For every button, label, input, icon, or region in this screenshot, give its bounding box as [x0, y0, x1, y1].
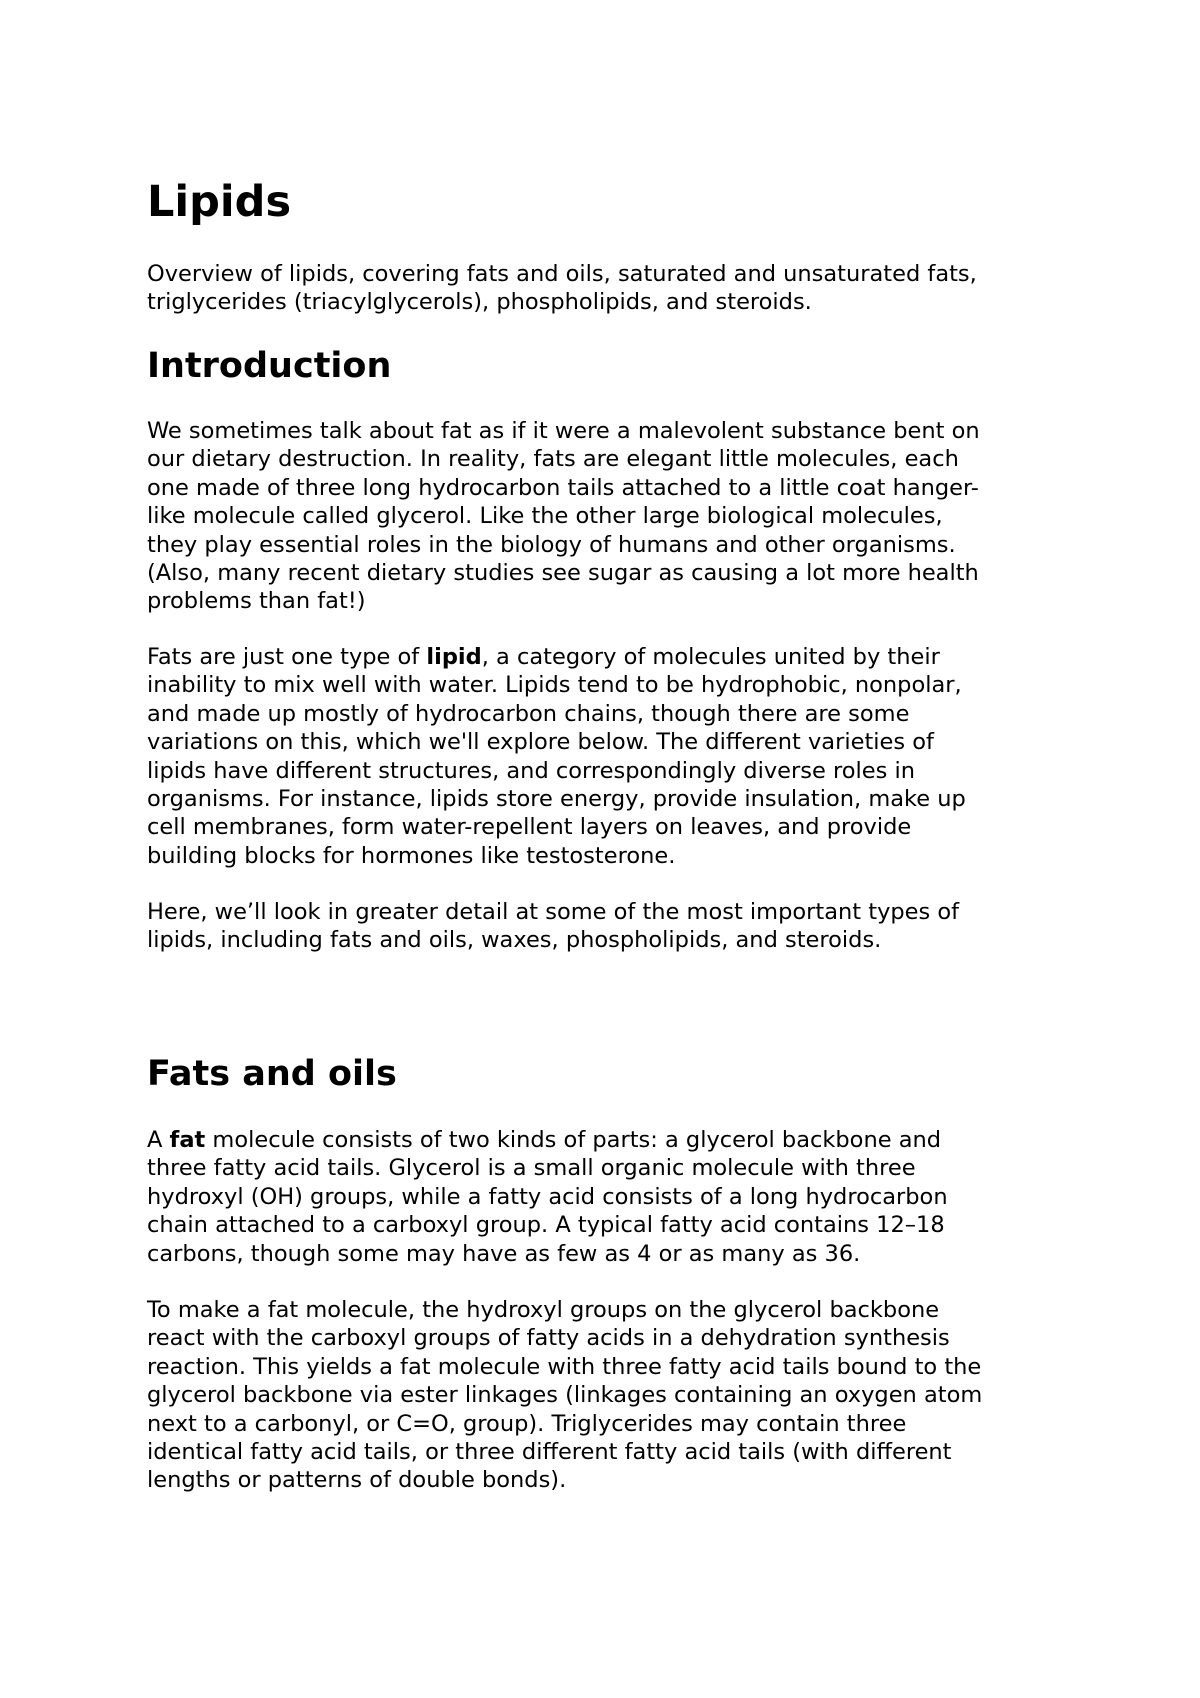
text-run: molecule consists of two kinds of parts: a glycerol backbone and — [205, 1127, 942, 1153]
text-line: they play essential roles in the biology of humans and other organisms. — [147, 531, 956, 558]
text-run: Fats are just one type of — [147, 644, 427, 670]
text-line: lipids have different structures, and correspondingly diverse roles in — [147, 757, 915, 784]
text-line: problems than fat!) — [147, 588, 366, 615]
text-line: lengths or patterns of double bonds). — [147, 1467, 567, 1494]
text-line: chain attached to a carboxyl group. A typical fatty acid contains 12–18 — [147, 1212, 945, 1239]
text-line: three fatty acid tails. Glycerol is a small organic molecule with three — [147, 1155, 916, 1182]
term-fat: fat — [169, 1127, 206, 1153]
fats-paragraph-2 — [147, 1296, 982, 1495]
text-line: organisms. For instance, lipids store energy, provide insulation, make up — [147, 785, 966, 812]
text-line: one made of three long hydrocarbon tails attached to a little coat hanger- — [147, 474, 979, 501]
text-line: reaction. This yields a fat molecule with three fatty acid tails bound to the — [147, 1353, 982, 1380]
text-line: Here, we’ll look in greater detail at some of the most important types of — [147, 899, 960, 925]
text-line: lipids, including fats and oils, waxes, phospholipids, and steroids. — [147, 927, 882, 954]
text-line: triglycerides (triacylglycerols), phospholipids, and steroids. — [147, 289, 812, 316]
text-line: like molecule called glycerol. Like the other large biological molecules, — [147, 503, 943, 530]
fats-paragraph-1 — [147, 1126, 948, 1268]
text-line: identical fatty acid tails, or three different fatty acid tails (with different — [147, 1438, 952, 1465]
text-line: glycerol backbone via ester linkages (linkages containing an oxygen atom — [147, 1382, 983, 1409]
text-line: carbons, though some may have as few as 4 or as many as 36. — [147, 1240, 861, 1267]
document-title: Lipids — [147, 177, 292, 227]
text-line: building blocks for hormones like testosterone. — [147, 842, 676, 869]
text-line — [147, 643, 966, 671]
text-line — [147, 1126, 948, 1154]
text-line: inability to mix well with water. Lipids tend to be hydrophobic, nonpolar, — [147, 672, 962, 699]
text-line: react with the carboxyl groups of fatty acids in a dehydration synthesis — [147, 1325, 950, 1352]
term-lipid: lipid — [426, 644, 482, 670]
text-line: variations on this, which we'll explore below. The different varieties of — [147, 729, 934, 756]
text-line: next to a carbonyl, or C=O, group). Triglycerides may contain three — [147, 1410, 907, 1437]
intro-paragraph-2 — [147, 643, 966, 870]
heading-fats-and-oils: Fats and oils — [147, 1054, 397, 1094]
intro-paragraph-3 — [147, 898, 959, 955]
intro-paragraph-1 — [147, 417, 980, 616]
text-run: A — [147, 1127, 170, 1153]
text-run: , a category of molecules united by their — [481, 644, 940, 670]
text-line: To make a fat molecule, the hydroxyl groups on the glycerol backbone — [147, 1297, 940, 1323]
heading-introduction: Introduction — [147, 346, 392, 386]
text-line: (Also, many recent dietary studies see sugar as causing a lot more health — [147, 559, 979, 586]
text-line: We sometimes talk about fat as if it were a malevolent substance bent on — [147, 418, 980, 444]
summary-paragraph — [147, 260, 977, 317]
text-line: Overview of lipids, covering fats and oils, saturated and unsaturated fats, — [147, 261, 977, 287]
text-line: cell membranes, form water-repellent layers on leaves, and provide — [147, 814, 912, 841]
text-line: and made up mostly of hydrocarbon chains, though there are some — [147, 700, 910, 727]
text-line: hydroxyl (OH) groups, while a fatty acid consists of a long hydrocarbon — [147, 1183, 948, 1210]
text-line: our dietary destruction. In reality, fats are elegant little molecules, each — [147, 446, 959, 473]
